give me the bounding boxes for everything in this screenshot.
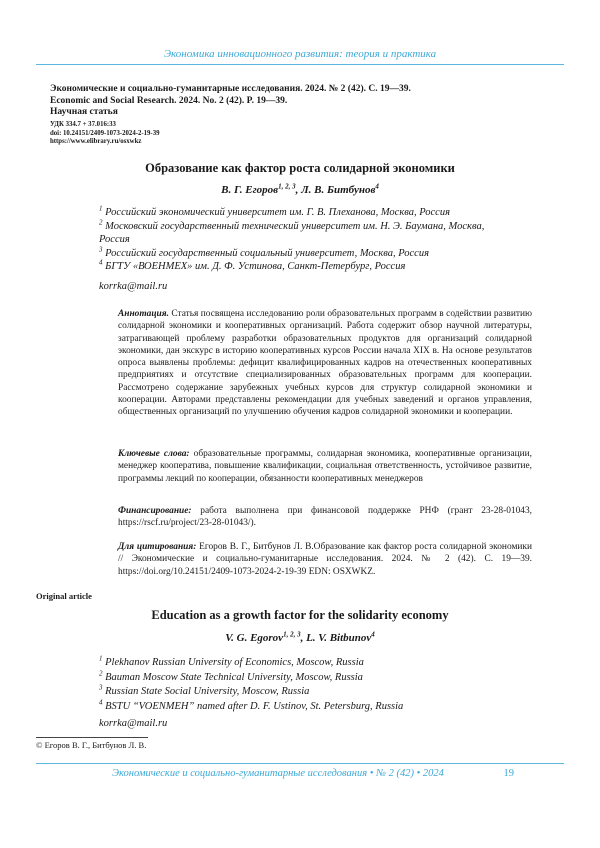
author-separator: ,	[295, 184, 302, 196]
email-en[interactable]: korrka@mail.ru	[99, 718, 168, 729]
affiliation-number: 1	[99, 204, 103, 213]
author-name: V. G. Egorov	[225, 632, 284, 644]
copyright-divider	[36, 737, 148, 738]
affiliation-text: Plekhanov Russian University of Economics, Moscow, Russia	[105, 657, 364, 668]
article-title-en: Education as a growth factor for the solidarity economy	[151, 608, 449, 622]
affiliation-number: 3	[99, 683, 103, 692]
affiliation-number: 4	[99, 258, 103, 267]
doi-text: doi: 10.24151/2409-1073-2024-2-19-39	[50, 129, 160, 137]
author-affiliation-marks: 4	[375, 182, 379, 191]
author-separator: ,	[300, 632, 307, 644]
author-affiliation-marks: 1, 2, 3	[283, 630, 301, 639]
running-header: Экономика инновационного развития: теория и практика	[163, 48, 437, 60]
keywords	[118, 448, 532, 485]
affiliation-item	[99, 206, 499, 220]
identifiers	[50, 121, 550, 147]
authors-ru	[50, 184, 550, 196]
bibliographic-info	[50, 84, 550, 119]
header-divider	[36, 64, 564, 65]
abstract	[118, 308, 532, 419]
affiliation-number: 3	[99, 245, 103, 254]
udk-code: УДК 334.7 + 37.016:33	[50, 121, 116, 128]
keywords-label: Ключевые слова:	[118, 449, 190, 459]
keywords-text: образовательные программы, солидарная экономика, кооперативные организации, менеджер кооператива, повышение квалификации, социальная ответственность, устойчивое развитие, программы лекций по кооперации, обязанности кооперативных менеджеров	[118, 449, 532, 484]
author-name: L. V. Bitbunov	[306, 632, 372, 644]
affiliation-text: Московский государственный технический университет им. Н. Э. Баумана, Москва, Россия	[99, 220, 485, 246]
affiliation-text: БГТУ «ВОЕНМЕХ» им. Д. Ф. Устинова, Санкт-Петербург, Россия	[105, 261, 406, 273]
affiliation-item	[99, 700, 519, 715]
affiliation-text: Российский государственный социальный университет, Москва, Россия	[105, 247, 429, 259]
article-type-ru: Научная статья	[50, 107, 118, 117]
affiliation-number: 4	[99, 698, 103, 707]
biblio-line-ru: Экономические и социально-гуманитарные исследования. 2024. № 2 (42). С. 19—39.	[50, 84, 411, 94]
funding-label: Финансирование:	[118, 506, 192, 516]
affiliation-text: Russian State Social University, Moscow, Russia	[105, 686, 310, 698]
author-affiliation-marks: 1, 2, 3	[278, 182, 296, 191]
affiliation-text: BSTU “VOENMEH” named after D. F. Ustinov, St. Petersburg, Russia	[105, 700, 404, 712]
affiliation-item	[99, 685, 519, 700]
author-name: В. Г. Егоров	[221, 184, 279, 196]
affiliation-number: 2	[99, 669, 103, 678]
affiliation-text: Российский экономический университет им. Г. В. Плеханова, Москва, Россия	[105, 207, 450, 218]
funding	[118, 505, 532, 530]
author-affiliation-marks: 4	[371, 630, 375, 639]
authors-en	[50, 632, 550, 644]
copyright-notice: © Егоров В. Г., Битбунов Л. В.	[36, 740, 147, 750]
biblio-line-en: Economic and Social Research. 2024. No. 2 (42). P. 19—39.	[50, 95, 288, 106]
affiliation-number: 1	[99, 654, 103, 663]
citation-label: Для цитирования:	[118, 542, 197, 552]
affiliation-number: 2	[99, 218, 103, 227]
affiliation-item	[99, 247, 499, 261]
funding-text: работа выполнена при финансовой поддержке РНФ (грант 23-28-01043, https://rscf.ru/project/23-28-01043/).	[118, 506, 532, 529]
citation-text: Егоров В. Г., Битбунов Л. В.Образование как фактор роста солидарной экономики // Экономические и социально-гуманитарные исследования. 2024. № 2 (42). С. 19—39. https://doi.org/10.24151/2409-1073-2024-2-19-39 EDN: OSXWKZ.	[118, 542, 532, 577]
affiliations-en	[99, 656, 519, 714]
article-title-ru: Образование как фактор роста солидарной экономики	[145, 161, 455, 175]
email-ru[interactable]: korrka@mail.ru	[99, 281, 168, 292]
author-name: Л. В. Битбунов	[301, 184, 376, 196]
affiliations-ru	[99, 206, 499, 274]
affiliation-item	[99, 220, 499, 247]
affiliation-item	[99, 656, 519, 671]
affiliation-text: Bauman Moscow State Technical University, Moscow, Russia	[105, 671, 363, 683]
abstract-text: Статья посвящена исследованию роли образовательных программ в содействии развитию солидарной экономики и кооперативных организаций. Работа содержит обзор научной литературы, затрагивающей проблему разработки образовательных продуктов для организаций солидарной экономики, дан экскурс в историю кооперативных курсов России начала XIX в. На основе результатов опроса выявлены проблемы: дефицит квалифицированных кадров на отечественных кооперативных предприятиях и отсутствие специализированных образовательных программ для кооперации. Рассмотрено содержание зарубежных учебных курсов для структур солидарной экономики и кооперации. Авторами представлены рекомендации для учебных заведений и органов управления, общественных организаций по улучшению обучения кадров солидарной экономики и кооперации.	[118, 309, 532, 418]
footer-divider	[36, 763, 564, 764]
affiliation-item	[99, 260, 499, 274]
page-number: 19	[503, 768, 514, 779]
citation	[118, 541, 532, 578]
abstract-label: Аннотация.	[118, 309, 169, 319]
affiliation-item	[99, 671, 519, 686]
elibrary-link[interactable]: https://www.elibrary.ru/osxwkz	[50, 138, 142, 146]
article-type-en: Original article	[36, 591, 92, 601]
footer-journal-title: Экономические и социально-гуманитарные исследования • № 2 (42) • 2024	[112, 768, 444, 779]
